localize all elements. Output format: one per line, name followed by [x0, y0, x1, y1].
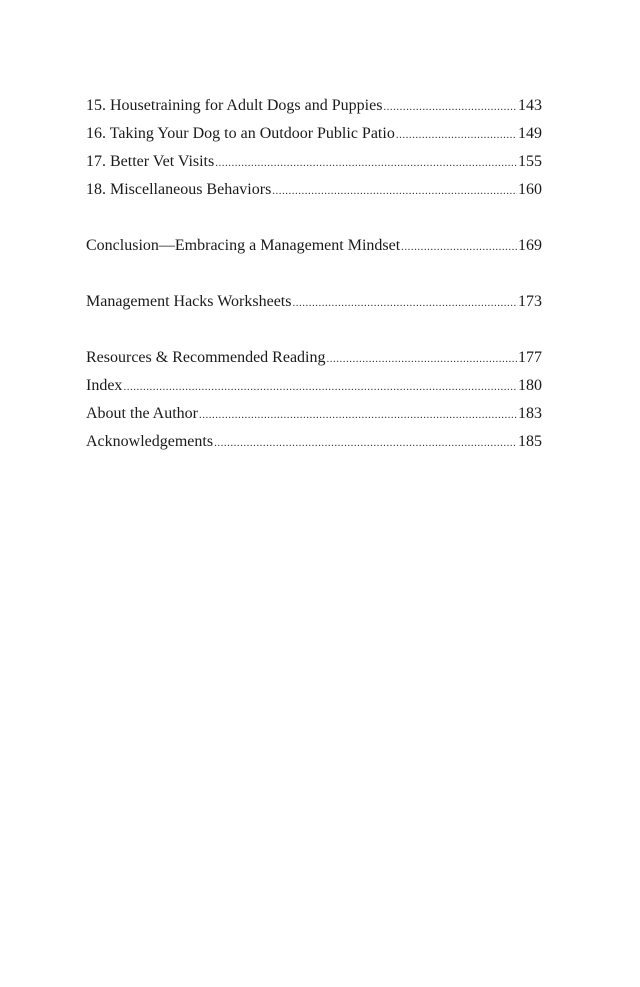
- toc-entry[interactable]: [86, 400, 542, 428]
- toc-entry-page: 185: [518, 433, 542, 450]
- dot-leader: [383, 93, 517, 121]
- toc-entry[interactable]: [86, 288, 542, 316]
- dot-leader: [292, 289, 517, 317]
- toc-entry-title: 18. Miscellaneous Behaviors: [86, 181, 272, 198]
- toc-entry-title: 16. Taking Your Dog to an Outdoor Public Patio: [86, 125, 395, 142]
- dot-leader: [396, 121, 517, 149]
- table-of-contents: [86, 92, 542, 484]
- toc-entry-title: Conclusion—Embracing a Management Mindset: [86, 237, 401, 254]
- dot-leader: [215, 149, 517, 177]
- toc-entry-title: Management Hacks Worksheets: [86, 293, 292, 310]
- toc-entry[interactable]: [86, 372, 542, 400]
- toc-entry-page: 155: [518, 153, 542, 170]
- toc-entry-title: 17. Better Vet Visits: [86, 153, 215, 170]
- toc-entry-page: 149: [518, 125, 542, 142]
- toc-entry-page: 160: [518, 181, 542, 198]
- dot-leader: [123, 373, 517, 401]
- dot-leader: [199, 401, 517, 429]
- toc-entry[interactable]: [86, 120, 542, 148]
- toc-entry[interactable]: [86, 428, 542, 456]
- toc-group-worksheets: [86, 288, 542, 316]
- toc-entry-title: About the Author: [86, 405, 198, 422]
- dot-leader: [327, 345, 518, 373]
- toc-entry-title: Resources & Recommended Reading: [86, 349, 326, 366]
- toc-entry[interactable]: [86, 344, 542, 372]
- toc-group-conclusion: [86, 232, 542, 260]
- toc-entry-page: 177: [518, 349, 542, 366]
- toc-entry[interactable]: [86, 232, 542, 260]
- toc-entry-title: Acknowledgements: [86, 433, 214, 450]
- toc-group-chapters: [86, 92, 542, 204]
- dot-leader: [401, 233, 517, 261]
- toc-entry-page: 183: [518, 405, 542, 422]
- toc-entry-page: 143: [518, 97, 542, 114]
- toc-group-back-matter: [86, 344, 542, 456]
- toc-entry-title: Index: [86, 377, 123, 394]
- dot-leader: [214, 429, 517, 457]
- toc-entry[interactable]: [86, 148, 542, 176]
- toc-entry-page: 173: [518, 293, 542, 310]
- toc-entry-page: 180: [518, 377, 542, 394]
- toc-entry-page: 169: [518, 237, 542, 254]
- dot-leader: [272, 177, 517, 205]
- toc-entry[interactable]: [86, 176, 542, 204]
- toc-entry-title: 15. Housetraining for Adult Dogs and Puppies: [86, 97, 383, 114]
- toc-entry[interactable]: [86, 92, 542, 120]
